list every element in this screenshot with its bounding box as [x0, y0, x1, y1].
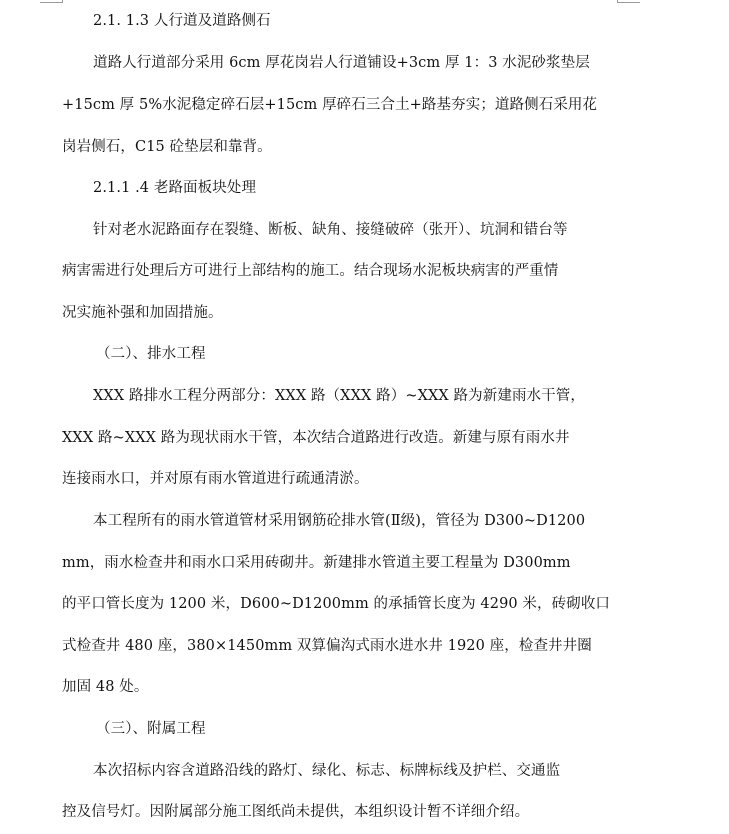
- paragraph-line: 本次招标内容含道路沿线的路灯、绿化、标志、标牌标线及护栏、交通监: [93, 763, 561, 779]
- paragraph-line: 本工程所有的雨水管道管材采用钢筋砼排水管(Ⅱ级)，管径为 D300~D1200: [93, 513, 586, 529]
- paragraph-line: +15cm 厚 5%水泥稳定碎石层+15cm 厚碎石三合土+路基夯实；道路侧石采用花: [62, 97, 598, 113]
- paragraph-line: 针对老水泥路面存在裂缝、断板、缺角、接缝破碎（张开）、坑洞和错台等: [93, 222, 568, 238]
- paragraph-line: 连接雨水口，并对原有雨水管道进行疏通清淤。: [62, 471, 369, 487]
- page-corner-mark-left: [40, 0, 63, 3]
- paragraph-line: 病害需进行处理后方可进行上部结构的施工。结合现场水泥板块病害的严重情: [62, 263, 559, 279]
- page-corner-mark-right: [617, 0, 640, 3]
- paragraph-line: mm，雨水检查井和雨水口采用砖砌井。新建排水管道主要工程量为 D300mm: [62, 555, 571, 571]
- section-heading-drainage: （二）、排水工程: [96, 346, 206, 362]
- paragraph-line: 岗岩侧石，C15 砼垫层和靠背。: [62, 139, 272, 155]
- paragraph-line: 况实施补强和加固措施。: [62, 305, 223, 321]
- paragraph-line: 的平口管长度为 1200 米，D600~D1200mm 的承插管长度为 4290 米，砖砌收口: [62, 596, 611, 612]
- paragraph-line: 道路人行道部分采用 6cm 厚花岗岩人行道铺设+3cm 厚 1：3 水泥砂浆垫层: [93, 55, 590, 71]
- paragraph-line: 控及信号灯。因附属部分施工图纸尚未提供，本组织设计暂不详细介绍。: [62, 804, 530, 820]
- paragraph-line: 式检查井 480 座，380×1450mm 双算偏沟式雨水进水井 1920 座，检查井井圈: [62, 638, 592, 654]
- heading-sidewalk-curb: 2.1. 1.3 人行道及道路侧石: [93, 13, 271, 29]
- paragraph-line: XXX 路~XXX 路为现状雨水干管，本次结合道路进行改造。新建与原有雨水井: [62, 430, 570, 446]
- paragraph-line: XXX 路排水工程分两部分：XXX 路（XXX 路）~XXX 路为新建雨水干管，: [93, 388, 585, 404]
- section-heading-ancillary: （三）、附属工程: [96, 721, 206, 737]
- heading-old-pavement: 2.1.1 .4 老路面板块处理: [93, 180, 257, 196]
- paragraph-line: 加固 48 处。: [62, 679, 149, 695]
